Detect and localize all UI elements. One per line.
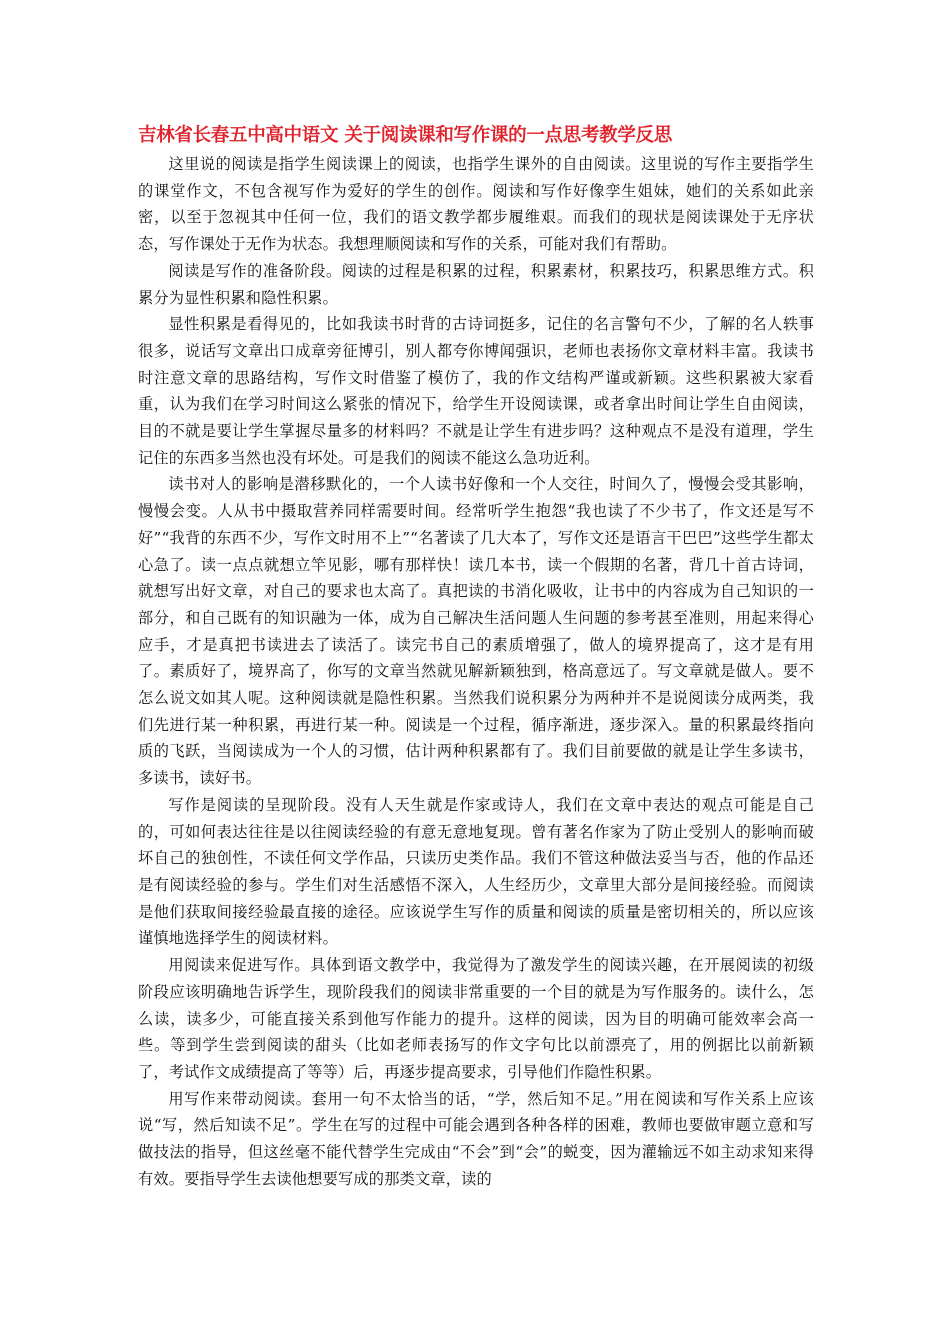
paragraph: 阅读是写作的准备阶段。阅读的过程是积累的过程，积累素材，积累技巧，积累思维方式。积累分为显性积累和隐性积累。 [138,261,814,307]
paragraph: 这里说的阅读是指学生阅读课上的阅读，也指学生课外的自由阅读。这里说的写作主要指学生的课堂作文，不包含视写作为爱好的学生的创作。阅读和写作好像孪生姐妹，她们的关系如此亲密，以至于忽视其中任何一位，我们的语文教学都步履维艰。而我们的现状是阅读课处于无序状态，写作课处于无作为状态。我想理顺阅读和写作的关系，可能对我们有帮助。 [138,155,814,254]
paragraph: 用写作来带动阅读。套用一句不太恰当的话，“学，然后知不足。”用在阅读和写作关系上应该说“写，然后知读不足”。学生在写的过程中可能会遇到各种各样的困难，教师也要做审题立意和写做技法的指导，但这丝毫不能代替学生完成由“不会”到“会”的蜕变，因为灌输远不如主动求知来得有效。要指导学生去读他想要写成的那类文章，读的 [138,1089,814,1188]
paragraph: 显性积累是看得见的，比如我读书时背的古诗词挺多，记住的名言警句不少，了解的名人轶事很多，说话写文章出口成章旁征博引，别人都夸你博闻强识，老师也表扬你文章材料丰富。我读书时注意文章的思路结构，写作文时借鉴了模仿了，我的作文结构严谨或新颖。这些积累被大家看重，认为我们在学习时间这么紧张的情况下，给学生开设阅读课，或者拿出时间让学生自由阅读，目的不就是要让学生掌握尽量多的材料吗？不就是让学生有进步吗？这种观点不是没有道理，学生记住的东西多当然也没有坏处。可是我们的阅读不能这么急功近利。 [138,315,814,467]
paragraph: 读书对人的影响是潜移默化的，一个人读书好像和一个人交往，时间久了，慢慢会受其影响，慢慢会变。人从书中摄取营养同样需要时间。经常听学生抱怨“我也读了不少书了，作文还是写不好”“我背的东西不少，写作文时用不上”“名著读了几大本了，写作文还是语言干巴巴”这些学生都太心急了。读一点点就想立竿见影，哪有那样快！读几本书，读一个假期的名著，背几十首古诗词，就想写出好文章，对自己的要求也太高了。真把读的书消化吸收，让书中的内容成为自己知识的一部分，和自己既有的知识融为一体，成为自己解决生活问题人生问题的参考甚至准则，用起来得心应手，才是真把书读进去了读活了。读完书自己的素质增强了，做人的境界提高了，这才是有用了。素质好了，境界高了，你写的文章当然就见解新颖独到，格高意远了。写文章就是做人。要不怎么说文如其人呢。这种阅读就是隐性积累。当然我们说积累分为两种并不是说阅读分成两类，我们先进行某一种积累，再进行某一种。阅读是一个过程，循序渐进，逐步深入。量的积累最终指向质的飞跃，当阅读成为一个人的习惯，估计两种积累都有了。我们目前要做的就是让学生多读书，多读书，读好书。 [138,475,814,788]
paragraph: 用阅读来促进写作。具体到语文教学中，我觉得为了激发学生的阅读兴趣，在开展阅读的初级阶段应该明确地告诉学生，现阶段我们的阅读非常重要的一个目的就是为写作服务的。读什么，怎么读，读多少，可能直接关系到他写作能力的提升。这样的阅读，因为目的明确可能效率会高一些。等到学生尝到阅读的甜头（比如老师表扬写的作文字句比以前漂亮了，用的例据比以前新颖了，考试作文成绩提高了等等）后，再逐步提高要求，引导他们作隐性积累。 [138,956,814,1081]
document-page [138,124,814,1192]
document-title: 吉林省长春五中高中语文 关于阅读课和写作课的一点思考教学反思 [138,125,672,146]
paragraph: 写作是阅读的呈现阶段。没有人天生就是作家或诗人，我们在文章中表达的观点可能是自己的，可如何表达往往是以往阅读经验的有意无意地复现。曾有著名作家为了防止受别人的影响而破坏自己的独创性，不读任何文学作品，只读历史类作品。我们不管这种做法妥当与否，他的作品还是有阅读经验的参与。学生们对生活感悟不深入，人生经历少，文章里大部分是间接经验。而阅读是他们获取间接经验最直接的途径。应该说学生写作的质量和阅读的质量是密切相关的，所以应该谨慎地选择学生的阅读材料。 [138,795,814,948]
